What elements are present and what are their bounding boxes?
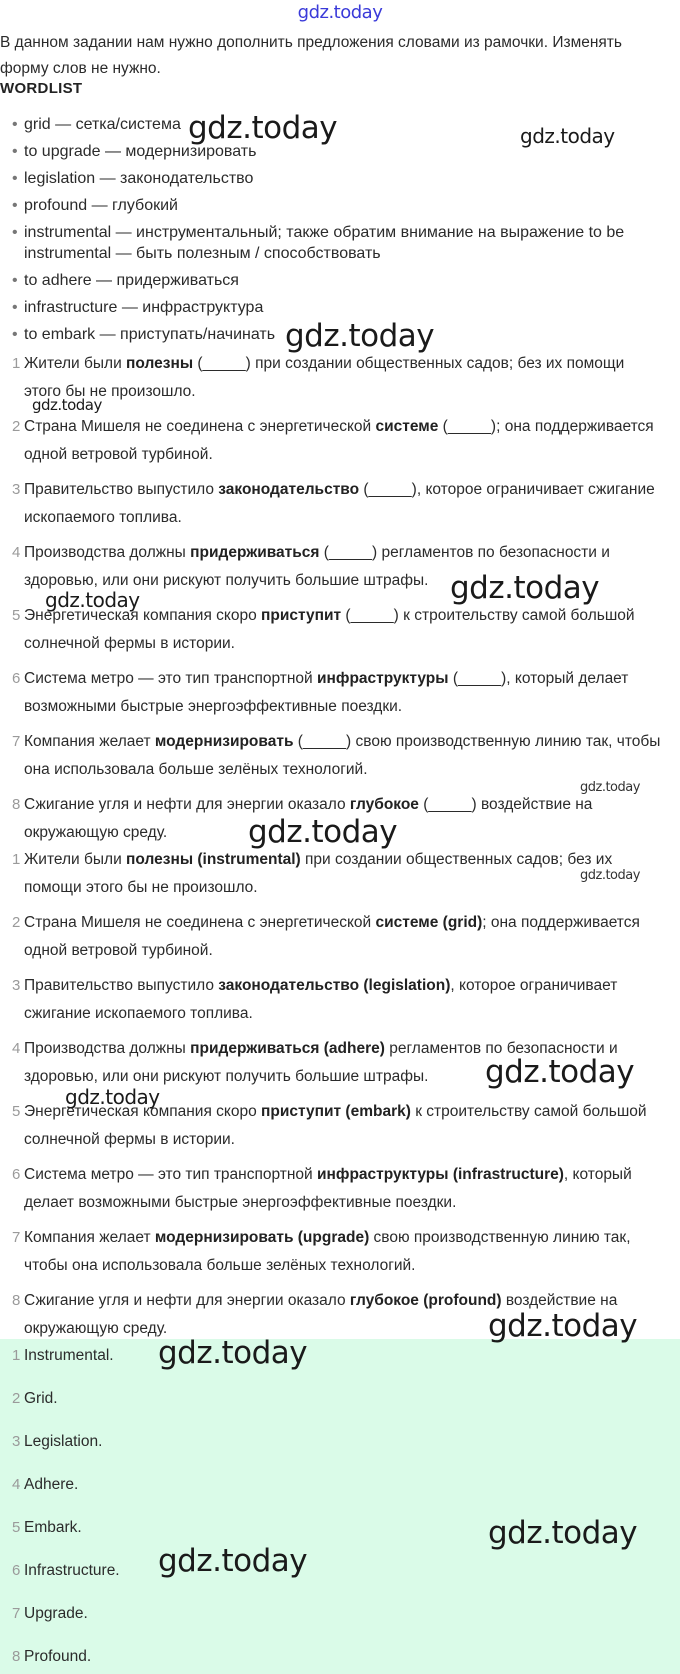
wordlist-item: • legislation — законодательство [10,168,650,189]
intro-text: В данном задании нам нужно дополнить предложения словами из рамочки. Изменять форму слов не нужно. [0,34,622,77]
answer-number: 5 [12,1519,21,1536]
task-number: 2 [12,418,21,435]
task-text: Компания желает модернизировать (_____) свою производственную линию так, чтобы она использовала больше зелёных технологий. [24,733,661,778]
filled-number: 8 [12,1292,21,1309]
filled-text: Правительство выпустило законодательство (legislation), которое ограничивает сжигание ископаемого топлива. [24,977,618,1022]
watermark: gdz.today [488,1515,638,1551]
answer-text: Profound. [24,1648,92,1665]
filled-text: Страна Мишеля не соединена с энергетической системе (grid); она поддерживается одной ветровой турбиной. [24,914,640,959]
watermark: gdz.today [285,318,435,354]
task-number: 8 [12,796,21,813]
task-number: 3 [12,481,21,498]
task-text: Сжигание угля и нефти для энергии оказало глубокое (_____) воздействие на окружающую среду. [24,796,593,841]
task-text: Жители были полезны (_____) при создании общественных садов; без их помощи этого бы не произошло. [24,355,625,400]
answer-number: 2 [12,1390,21,1407]
task-number: 7 [12,733,21,750]
answer-text: Adhere. [24,1476,79,1493]
answer-number: 7 [12,1605,21,1622]
watermark: gdz.today [580,868,640,883]
watermark: gdz.today [580,780,640,795]
filled-number: 4 [12,1040,21,1057]
filled-number: 3 [12,977,21,994]
watermark: gdz.today [488,1308,638,1344]
watermark: gdz.today [158,1335,308,1371]
task-number: 1 [12,355,21,372]
answer-text: Embark. [24,1519,82,1536]
task-text: Производства должны придерживаться (_____) регламентов по безопасности и здоровью, или они рискуют получить большие штрафы. [24,544,610,589]
wordlist [10,114,650,351]
answer-text: Grid. [24,1390,58,1407]
wordlist-item: • to embark — приступать/начинать [10,324,650,345]
filled-text: Производства должны придерживаться (adhere) регламентов по безопасности и здоровью, или они рискуют получить большие штрафы. [24,1040,618,1085]
wordlist-item: • profound — глубокий [10,195,650,216]
watermark: gdz.today [32,396,102,414]
filled-text: Компания желает модернизировать (upgrade) свою производственную линию так, чтобы она использовала больше зелёных технологий. [24,1229,631,1274]
wordlist-item: • to adhere — придерживаться [10,270,650,291]
filled-number: 2 [12,914,21,931]
filled-text: Сжигание угля и нефти для энергии оказало глубокое (profound) воздействие на окружающую среду. [24,1292,618,1337]
wordlist-item: • instrumental — инструментальный; также обратим внимание на выражение to be instrumental — быть полезным / способствовать [10,222,650,264]
watermark: gdz.today [158,1543,308,1579]
wordlist-item: • to upgrade — модернизировать [10,141,650,162]
answer-number: 4 [12,1476,21,1493]
task-text: Правительство выпустило законодательство (_____), которое ограничивает сжигание ископаемого топлива. [24,481,655,526]
wordlist-item: • grid — сетка/система [10,114,650,135]
watermark: gdz.today [520,124,615,148]
answer-number: 8 [12,1648,21,1665]
filled-number: 5 [12,1103,21,1120]
filled-text: Жители были полезны (instrumental) при создании общественных садов; без их помощи этого бы не произошло. [24,851,613,896]
answer-number: 1 [12,1347,21,1364]
watermark: gdz.today [65,1085,160,1109]
answer-text: Upgrade. [24,1605,88,1622]
task-number: 4 [12,544,21,561]
answer-text: Instrumental. [24,1347,114,1364]
watermark: gdz.today [450,570,600,606]
answer-number: 6 [12,1562,21,1579]
answer-text: Legislation. [24,1433,103,1450]
watermark: gdz.today [188,110,338,146]
answer-number: 3 [12,1433,21,1450]
task-number: 6 [12,670,21,687]
watermark: gdz.today [248,814,398,850]
wordlist-title: WORDLIST [0,80,83,97]
site-logo[interactable]: gdz.today [297,2,383,23]
task-number: 5 [12,607,21,624]
wordlist-item: • infrastructure — инфраструктура [10,297,650,318]
filled-number: 7 [12,1229,21,1246]
filled-text: Система метро — это тип транспортной инфраструктуры (infrastructure), который делает возможными быстрые энергоэффективные поездки. [24,1166,632,1211]
filled-number: 6 [12,1166,21,1183]
filled-number: 1 [12,851,21,868]
filled-text: Энергетическая компания скоро приступит (embark) к строительству самой большой солнечной фермы в истории. [24,1103,647,1148]
watermark: gdz.today [45,588,140,612]
task-text: Страна Мишеля не соединена с энергетической системе (_____); она поддерживается одной ветровой турбиной. [24,418,654,463]
task-text: Энергетическая компания скоро приступит (_____) к строительству самой большой солнечной фермы в истории. [24,607,635,652]
answer-text: Infrastructure. [24,1562,120,1579]
task-text: Система метро — это тип транспортной инфраструктуры (_____), который делает возможными быстрые энергоэффективные поездки. [24,670,629,715]
watermark: gdz.today [485,1054,635,1090]
